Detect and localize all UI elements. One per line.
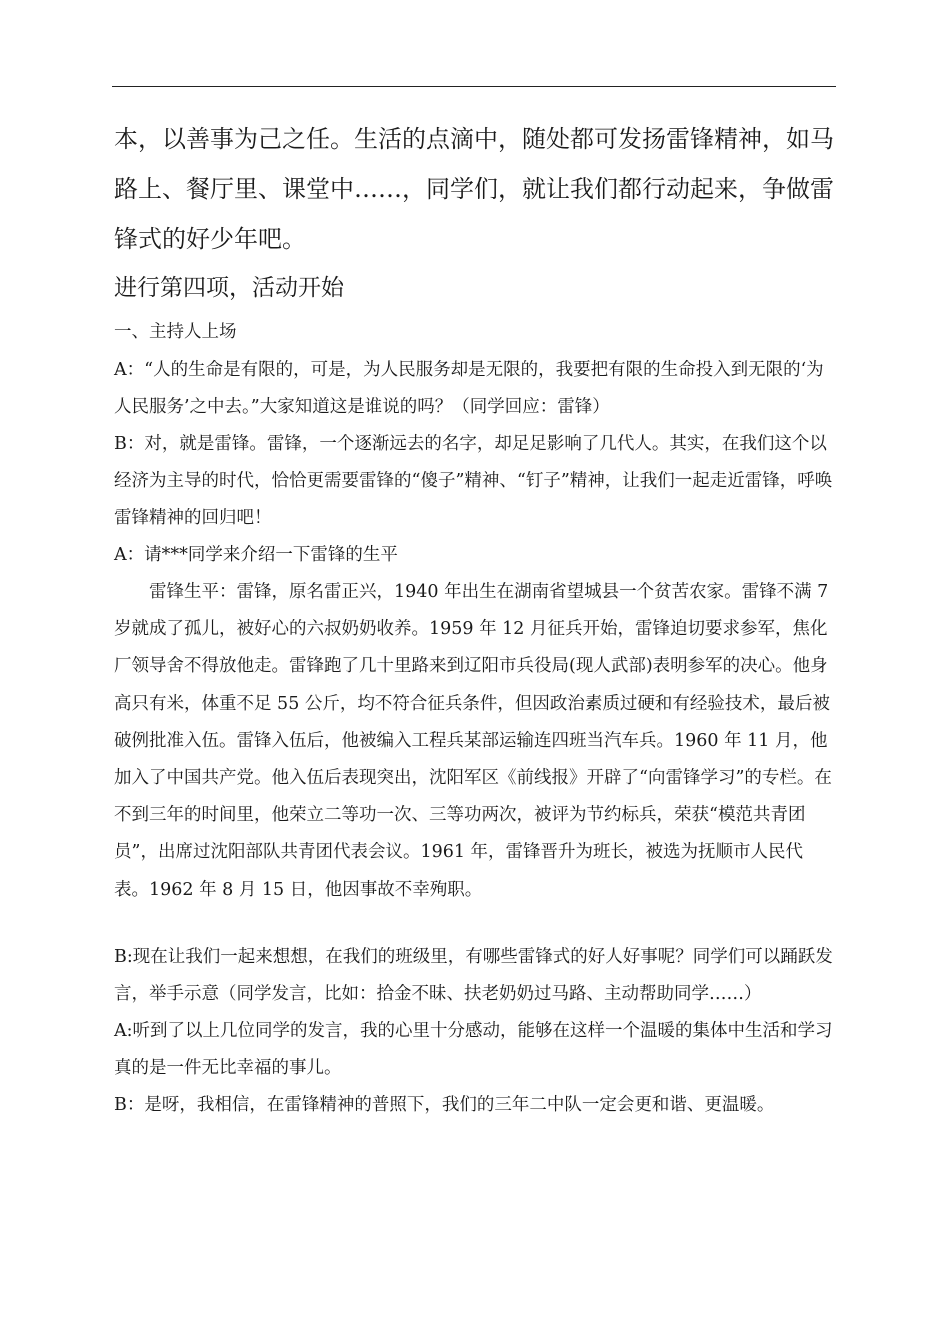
dialog-b-2: B:现在让我们一起来想想，在我们的班级里，有哪些雷锋式的好人好事呢？同学们可以踊跃发言，举手示意（同学发言，比如：拾金不昧、扶老奶奶过马路、主动帮助同学……） bbox=[114, 946, 833, 1004]
section-title: 进行第四项，活动开始 bbox=[114, 275, 344, 301]
dialog-a-2: A：请***同学来介绍一下雷锋的生平 bbox=[114, 545, 398, 565]
document-body bbox=[114, 114, 836, 1124]
dialog-a-3: A:听到了以上几位同学的发言，我的心里十分感动，能够在这样一个温暖的集体中生活和学习真的是一件无比幸福的事儿。 bbox=[114, 1020, 833, 1078]
dialog-a-1: A：“人的生命是有限的，可是，为人民服务却是无限的，我要把有限的生命投入到无限的‘为人民服务’之中去。”大家知道这是谁说的吗？（同学回应：雷锋） bbox=[114, 360, 824, 417]
dialog-b-3: B：是呀，我相信，在雷锋精神的普照下，我们的三年二中队一定会更和谐、更温暖。 bbox=[114, 1094, 775, 1115]
biography-paragraph: 雷锋生平：雷锋，原名雷正兴，1940 年出生在湖南省望城县一个贫苦农家。雷锋不满 7 岁就成了孤儿，被好心的六叔奶奶收养。1959 年 12 月征兵开始，雷锋迫切要求参军，焦化厂领导舍不得放他走。雷锋跑了几十里路来到辽阳市兵役局(现人武部)表明参军的决心。他身高只有米，体重不足 55 公斤，均不符合征兵条件，但因政治素质过硬和有经验技术，最后被破例批准入伍。雷锋入伍后，他被编入工程兵某部运输连四班当汽车兵。1960 年 11 月，他加入了中国共产党。他入伍后表现突出，沈阳军区《前线报》开辟了“向雷锋学习”的专栏。在不到三年的时间里，他荣立二等功一次、三等功两次，被评为节约标兵，荣获“模范共青团员”，出席过沈阳部队共青团代表会议。1961 年，雷锋晋升为班长，被选为抚顺市人民代表。1962 年 8 月 15 日，他因事故不幸殉职。 bbox=[114, 582, 832, 900]
dialog-b-1: B：对，就是雷锋。雷锋，一个逐渐远去的名字，却足足影响了几代人。其实，在我们这个以经济为主导的时代，恰恰更需要雷锋的“傻子”精神、“钉子”精神，让我们一起走近雷锋，呼唤雷锋精神的回归吧！ bbox=[114, 434, 833, 528]
header-rule bbox=[112, 86, 836, 87]
sub-title: 一、主持人上场 bbox=[114, 322, 237, 342]
lead-paragraph: 本，以善事为己之任。生活的点滴中，随处都可发扬雷锋精神，如马路上、餐厅里、课堂中……，同学们，就让我们都行动起来，争做雷锋式的好少年吧。 bbox=[114, 125, 834, 253]
